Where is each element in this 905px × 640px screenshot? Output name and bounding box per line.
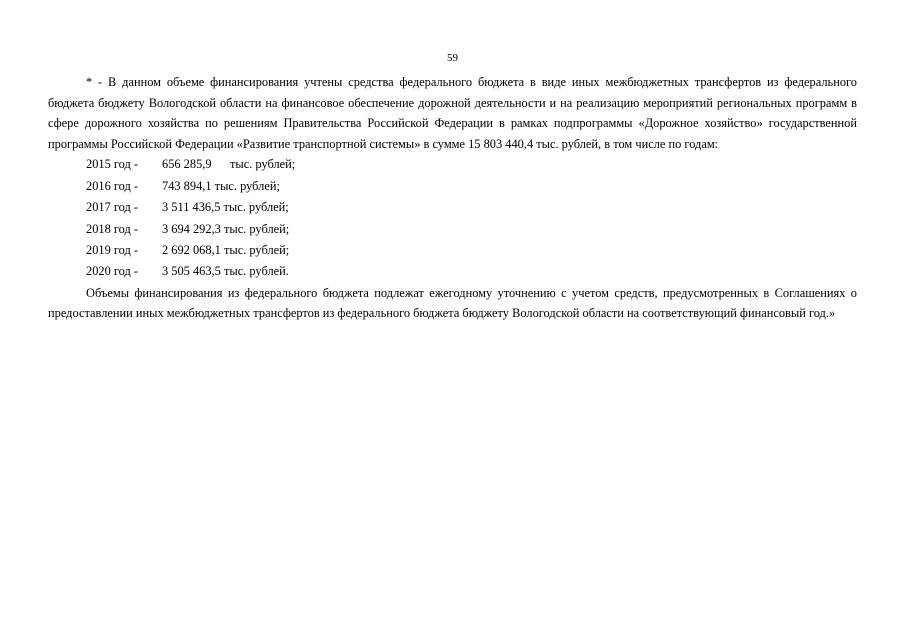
closing-paragraph: Объемы финансирования из федерального бюджета подлежат ежегодному уточнению с учетом средств, предусмотренных в Соглашениях о предоставлении иных межбюджетных трансфертов из федерального бюджета бюджету Вологодской области на соответствующий финансовый год.» — [48, 285, 857, 321]
year-row-2019 — [48, 240, 857, 261]
year-amount: 743 894,1 тыс. рублей; — [162, 178, 280, 193]
year-row-2016 — [48, 176, 857, 197]
year-label: 2015 год - — [86, 157, 139, 172]
year-row-2018 — [48, 219, 857, 240]
year-label: 2016 год - — [86, 178, 139, 193]
year-amount: 656 285,9 — [162, 157, 212, 172]
year-label: 2020 год - — [86, 264, 139, 279]
page-number: 59 — [447, 52, 458, 64]
year-amount: 2 692 068,1 тыс. рублей; — [162, 242, 290, 257]
year-label: 2019 год - — [86, 242, 139, 257]
year-label: 2018 год - — [86, 221, 139, 236]
year-row-2017 — [48, 197, 857, 218]
year-amount: 3 694 292,3 тыс. рублей; — [162, 221, 290, 236]
year-unit: тыс. рублей; — [230, 157, 296, 172]
year-amount: 3 505 463,5 тыс. рублей. — [162, 264, 289, 279]
footnote-paragraph: * - В данном объеме финансирования учтены средства федерального бюджета в виде иных межбюджетных трансфертов из федерального бюджета бюджету Вологодской области на финансовое обеспечение дорожной деятельности и на реализацию мероприятий региональных программ в сфере дорожного хозяйства по решениям Правительства Российской Федерации в рамках подпрограммы «Дорожное хозяйство» государственной программы Российской Федерации «Развитие транспортной системы» в сумме 15 803 440,4 тыс. рублей, в том числе по годам: — [48, 75, 857, 151]
funding-by-year-list — [48, 154, 857, 282]
year-row-2020 — [48, 261, 857, 282]
document-body — [48, 72, 857, 324]
year-label: 2017 год - — [86, 200, 139, 215]
year-amount: 3 511 436,5 тыс. рублей; — [162, 200, 289, 215]
year-row-2015 — [48, 154, 857, 175]
